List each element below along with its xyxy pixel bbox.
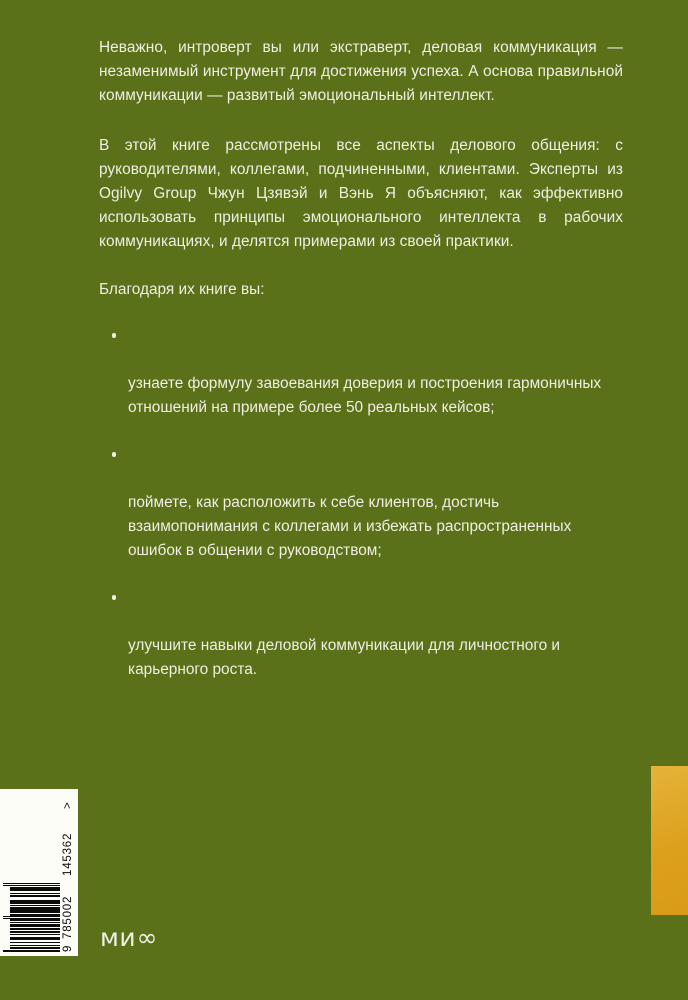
barcode-bar	[10, 920, 60, 921]
barcode-bar	[10, 887, 60, 888]
barcode-bar	[10, 897, 60, 898]
barcode-bar	[10, 937, 60, 938]
barcode-bar	[10, 908, 60, 909]
barcode-bar	[10, 907, 60, 908]
barcode-bar	[10, 889, 60, 890]
barcode-bar	[10, 895, 60, 896]
benefits-bullet-list	[99, 324, 623, 683]
barcode-bar	[10, 946, 60, 947]
barcode-bar	[10, 888, 60, 889]
barcode-bar	[10, 923, 60, 924]
barcode-bar	[10, 915, 60, 916]
isbn-left-group: 785002	[62, 895, 75, 939]
barcode-bar	[10, 925, 60, 926]
list-item	[99, 586, 623, 683]
barcode-bar	[3, 918, 60, 919]
barcode-bar	[10, 931, 60, 932]
barcode-bar	[10, 902, 60, 903]
isbn-lead-digit: 9	[62, 944, 75, 952]
barcode-bar	[10, 905, 60, 906]
blurb-text-block	[99, 36, 623, 682]
list-item	[99, 443, 623, 564]
barcode-bar	[10, 940, 60, 941]
barcode-bar	[10, 938, 60, 939]
publisher-logo	[100, 925, 158, 950]
barcode-bar	[10, 948, 60, 949]
blurb-paragraph-1: Неважно, интроверт вы или экстраверт, деловая коммуникация — незаменимый инструмент для достижения успеха. А основа правильной коммуникации — развитый эмоциональный интеллект.	[99, 39, 623, 105]
publisher-logo-letters: ми	[100, 923, 137, 952]
barcode-bar	[3, 951, 60, 952]
barcode-panel	[0, 789, 78, 956]
barcode-bar	[10, 925, 60, 926]
barcode-isbn-digits	[60, 794, 76, 952]
barcode-bar	[10, 932, 60, 933]
barcode-bar	[10, 903, 60, 904]
barcode-bar	[10, 928, 60, 929]
barcode-bar	[10, 945, 60, 946]
barcode-bar	[10, 920, 60, 921]
barcode-bar	[10, 890, 60, 891]
barcode-bar	[10, 915, 60, 916]
barcode-bar	[10, 909, 60, 910]
isbn-right-group: 145362	[62, 832, 75, 876]
barcode-bar	[3, 885, 60, 886]
barcode-bar	[10, 930, 60, 931]
barcode-bar	[10, 948, 60, 949]
isbn-tail-marker: >	[62, 801, 75, 809]
barcode-bar	[10, 935, 60, 936]
accent-rectangle	[651, 766, 688, 915]
bullet-dot-icon	[112, 595, 116, 599]
barcode-bar	[10, 938, 60, 939]
barcode-bar	[10, 902, 60, 903]
barcode-bar	[10, 900, 60, 901]
blurb-paragraph-2: В этой книге рассмотрены все аспекты делового общения: с руководителями, коллегами, подчиненными, клиентами. Эксперты из Ogilvy Group Чжун Цзявэй и Вэнь Я объясняют, как эффективно использовать принципы эмоционального интеллекта в рабочих коммуникациях, и делятся примерами из своей практики.	[99, 136, 623, 251]
barcode-bars	[3, 794, 60, 952]
barcode-bar	[10, 912, 60, 913]
bullet-dot-icon	[112, 333, 116, 337]
barcode-bar	[10, 942, 60, 943]
barcode-bar	[10, 926, 60, 927]
barcode-bar	[10, 947, 60, 948]
barcode-bar	[10, 894, 60, 895]
list-item-label: улучшите навыки деловой коммуникации для личностного и карьерного роста.	[128, 637, 561, 679]
barcode-bar	[3, 917, 60, 918]
list-item	[99, 324, 623, 421]
list-item-label: поймете, как расположить к себе клиентов, достичь взаимопонимания с коллегами и избежать распространенных ошибок в общении с руководством;	[128, 494, 572, 560]
list-item-label: узнаете формулу завоевания доверия и построения гармоничных отношений на примере более 50 реальных кейсов;	[128, 375, 602, 417]
barcode	[0, 789, 78, 956]
infinity-icon: ∞	[136, 923, 158, 952]
bullet-dot-icon	[112, 452, 116, 456]
barcode-bar	[3, 884, 60, 885]
barcode-bar	[3, 950, 60, 951]
bullet-list-intro: Благодаря их книге вы:	[99, 280, 265, 298]
barcode-bar	[10, 912, 60, 913]
barcode-bar	[10, 910, 60, 911]
